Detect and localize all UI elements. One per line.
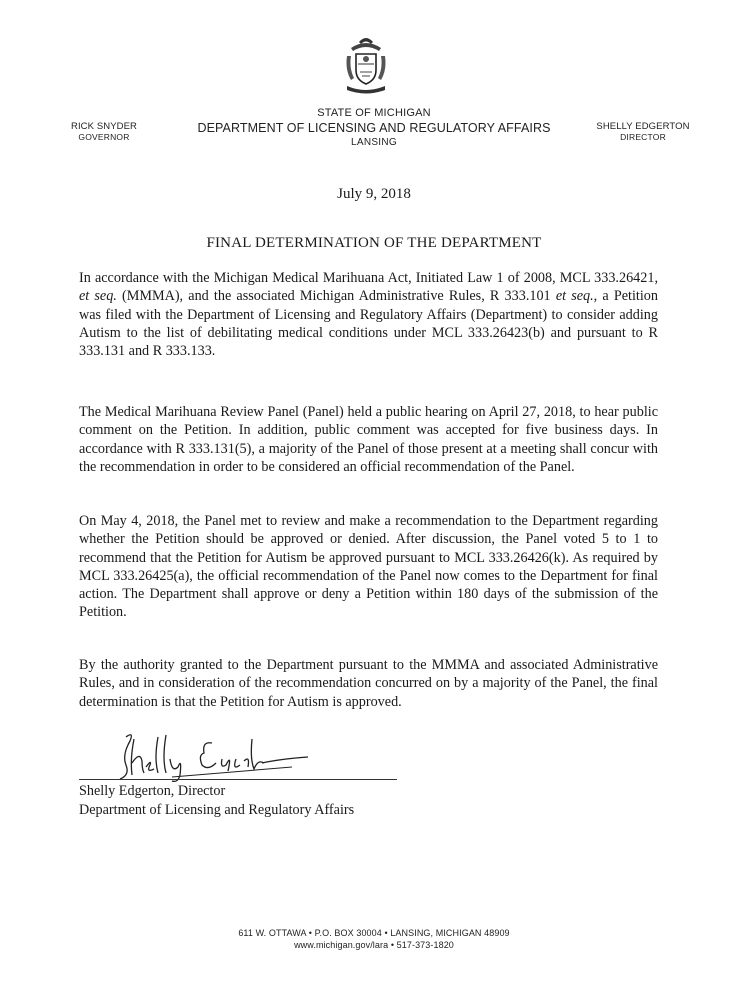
signer-department: Department of Licensing and Regulatory Affairs xyxy=(79,802,355,818)
director-title: DIRECTOR xyxy=(620,132,666,142)
p1-text-c: , a Petition was filed with the Department of Licensing and Regulatory Affairs (Department) to consider adding Autism to the list of debilitating medical conditions under MCL 333.26423(b) and pursuant to R 333.131 and R 333.133. xyxy=(79,288,658,360)
p1-text-a: In accordance with the Michigan Medical Marihuana Act, Initiated Law 1 of 2008, MCL 333.26421, xyxy=(79,270,658,286)
governor-title: GOVERNOR xyxy=(78,132,130,142)
footer-address: 611 W. OTTAWA • P.O. BOX 30004 • LANSING, MICHIGAN 48909 xyxy=(238,928,510,938)
footer-contact: www.michigan.gov/lara • 517-373-1820 xyxy=(294,940,454,950)
signer-block xyxy=(79,782,354,820)
signer-name: Shelly Edgerton, Director xyxy=(79,783,226,799)
p1-et-seq-2: et seq. xyxy=(555,288,594,305)
letterhead-governor xyxy=(50,121,158,142)
p1-text-b: (MMMA), and the associated Michigan Administrative Rules, R 333.101 xyxy=(116,288,556,305)
director-name: SHELLY EDGERTON xyxy=(596,121,690,132)
letter-date: July 9, 2018 xyxy=(337,186,411,202)
p1-et-seq-1: et seq. xyxy=(79,288,117,305)
city-name: LANSING xyxy=(350,137,397,148)
document-heading: FINAL DETERMINATION OF THE DEPARTMENT xyxy=(206,235,542,251)
letterhead-director xyxy=(585,121,701,142)
handwritten-signature xyxy=(112,729,312,785)
signature-line xyxy=(79,779,397,780)
state-seal-icon xyxy=(341,34,391,96)
department-name: DEPARTMENT OF LICENSING AND REGULATORY AFFAIRS xyxy=(197,121,551,135)
letterhead-center xyxy=(170,107,578,149)
governor-name: RICK SNYDER xyxy=(70,121,138,132)
paragraph-4: By the authority granted to the Department pursuant to the MMMA and associated Administrative Rules, and in consideration of the recommendation concurred on by a majority of the Panel, the final determination is that the Petition for Autism is approved. xyxy=(79,657,658,710)
state-name: STATE OF MICHIGAN xyxy=(317,107,431,119)
paragraph-3: On May 4, 2018, the Panel met to review and make a recommendation to the Department regarding whether the Petition should be approved or denied. After discussion, the Panel voted 5 to 1 to recommend that the Petition for Autism be approved pursuant to MCL 333.26426(k). As required by MCL 333.26425(a), the official recommendation of the Panel now comes to the Department for final action. The Department shall approve or deny a Petition within 180 days of the submission of the Petition. xyxy=(79,513,658,621)
paragraph-2: The Medical Marihuana Review Panel (Panel) held a public hearing on April 27, 2018, to hear public comment on the Petition. In addition, public comment was accepted for five business days. In accordance with R 333.131(5), a majority of the Panel of those present at a meeting shall concur with the recommendation in order to be considered an official recommendation of the Panel. xyxy=(79,404,658,475)
paragraph-1 xyxy=(79,269,658,360)
letterhead-footer xyxy=(0,927,748,951)
